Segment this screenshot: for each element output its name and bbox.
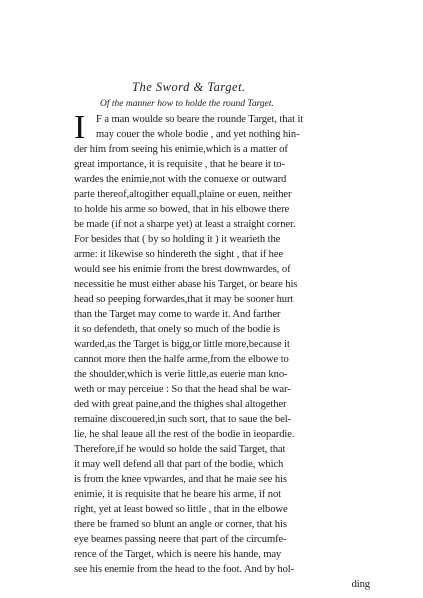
text-line: be made (if not a sharpe yet) at least a straight corner. (74, 219, 296, 230)
text-line: see his enemie from the head to the foot. And by hol- (74, 564, 295, 575)
text-line: weth or may perceiue : So that the head shal be war- (74, 384, 291, 395)
text-line: warded,as the Target is bigg,or little more,because it (74, 339, 290, 350)
text-line: enimie, it is requisite that he beare his arme, if not (74, 489, 281, 500)
text-line: head so peeping forwardes,that it may be sooner hurt (74, 294, 294, 305)
body-text (74, 109, 374, 592)
text-line: great importance, it is requisite , that he beare it to- (74, 159, 285, 170)
text-line: to holde his arme so bowed, that in his elbowe there (74, 204, 290, 215)
text-line: wardes the enimie,not with the conuexe or outward (74, 174, 287, 185)
text-line: necessitie he must either abase his Target, or beare his (74, 279, 298, 290)
text-line: remaine discouered,in such sort, that to saue the bel- (74, 414, 291, 425)
text-line: than the Target may come to warde it. And farther (74, 309, 281, 320)
catchword: ding (351, 579, 370, 590)
text-line: right, yet at least bowed so little , that in the elbowe (74, 504, 288, 515)
text-line: rence of the Target, which is neere his hande, may (74, 549, 282, 560)
text-line: eye beames passing neere that part of the circumfe- (74, 534, 287, 545)
text-line: ded with great paine,and the thighes shal altogether (74, 399, 287, 410)
text-line: would see his enimie from the brest downwardes, of (74, 264, 291, 275)
text-line: it may well defend all that part of the bodie, which (74, 459, 284, 470)
chapter-heading: Of the manner how to holde the round Target. (100, 99, 274, 109)
text-line: For besides that ( by so holding it ) it wearieth the (74, 234, 281, 245)
text-line: parte thereof,altogither equall,plaine or euen, neither (74, 189, 292, 200)
text-line: is from the knee vpwardes, and that he maie see his (74, 474, 287, 485)
text-line: F a man woulde so beare the rounde Target, that it (96, 114, 304, 125)
text-line: there be framed so blunt an angle or corner, that his (74, 519, 287, 530)
text-line: cannot more then the halfe arme,from the elbowe to (74, 354, 289, 365)
text-line: may couer the whole bodie , and yet nothing hin- (96, 129, 300, 140)
text-line: it so defendeth, that onely so much of the bodie is (74, 324, 280, 335)
text-line: lie, he shal leaue all the rest of the bodie in ieopardie. (74, 429, 295, 440)
text-line: arme: it likewise so hindereth the sight , that if hee (74, 249, 284, 260)
text-line: der him from seeing his enimie,which is a matter of (74, 144, 288, 155)
drop-cap: I (74, 109, 86, 146)
text-line: the shoulder,which is verie little,as euerie man kno- (74, 369, 288, 380)
running-title: The Sword & Target. (132, 80, 246, 94)
text-line: Therefore,if he would so holde the said Target, that (74, 444, 286, 455)
